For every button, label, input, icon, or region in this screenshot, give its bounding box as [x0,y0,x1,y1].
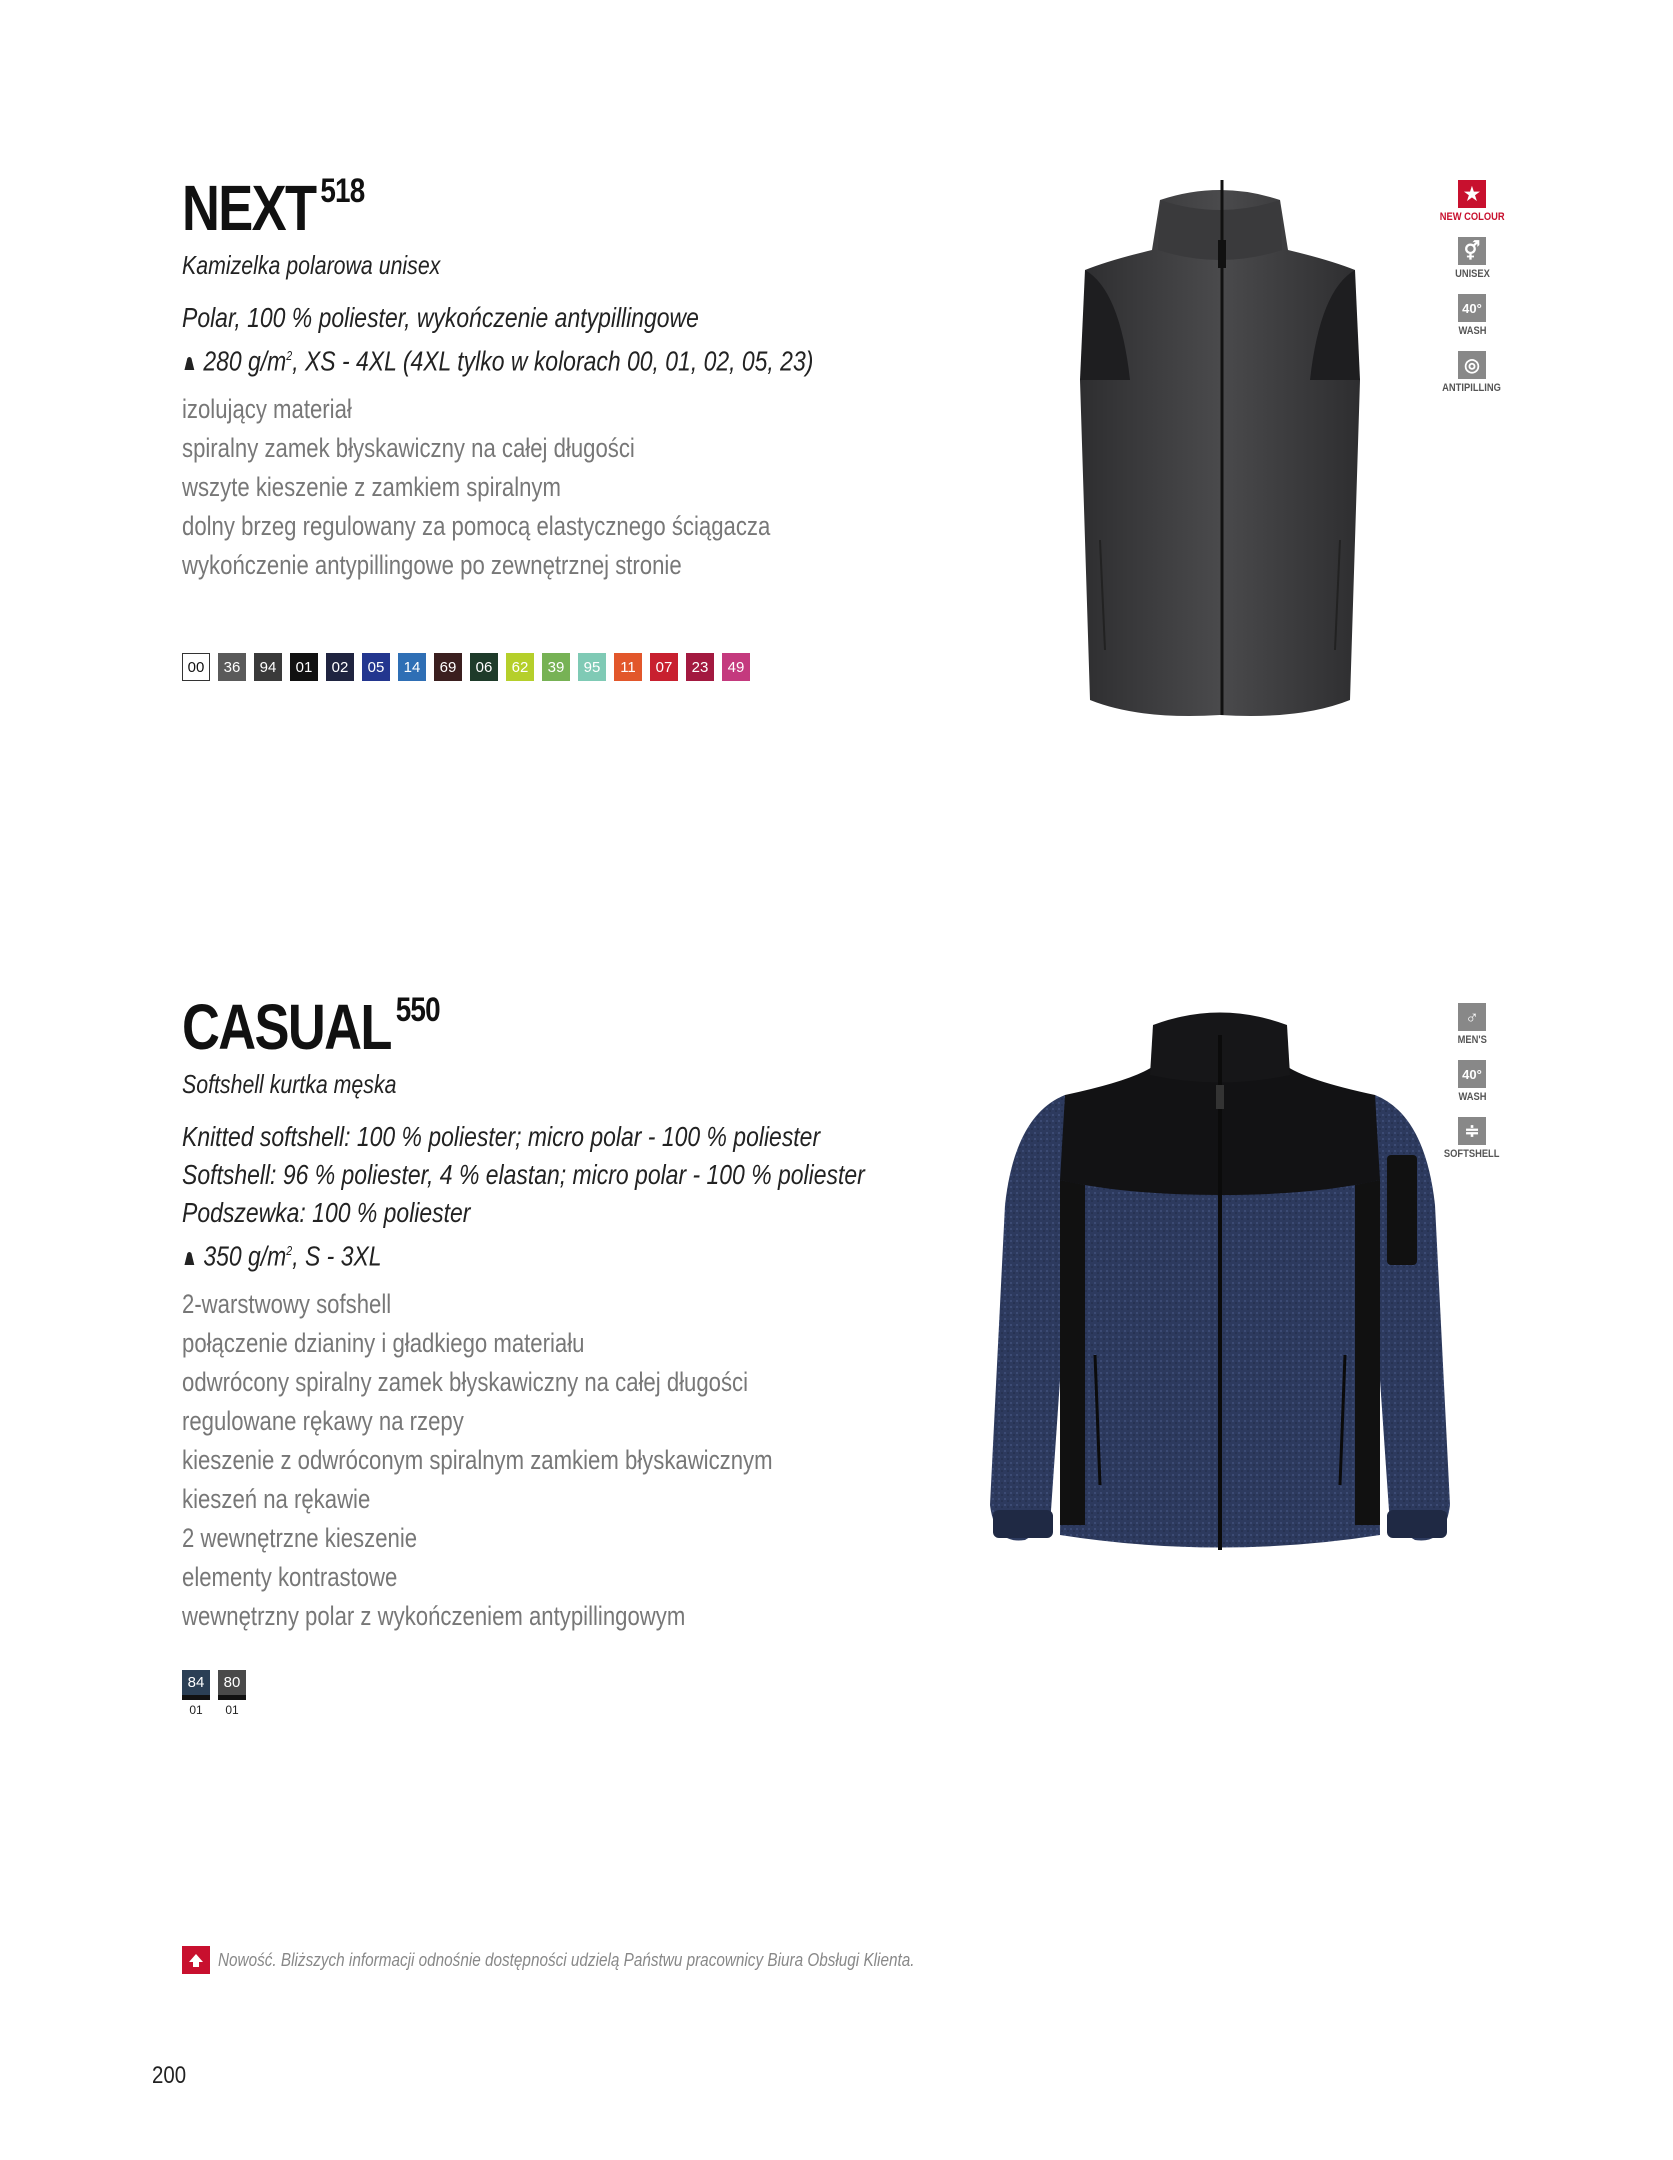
feature-icons [1432,180,1512,408]
color-swatch-39: 39 [542,653,570,681]
antipillingicon-group [1437,351,1506,394]
color-swatch-36: 36 [218,653,246,681]
icon-label: WASH [1457,325,1487,337]
weight-icon [182,1250,197,1266]
color-swatch-06: 06 [470,653,498,681]
feature-list [182,1285,1015,1636]
weight-icon [182,355,197,371]
color-swatch-95: 95 [578,653,606,681]
vest-image [1060,180,1380,720]
antipilling-icon: ◎ [1458,351,1486,379]
footnote [182,1946,1037,1974]
wash-icon: 40° [1458,294,1486,322]
feature-item: 2-warstwowy sofshell [182,1289,392,1320]
feature-item: izolujący materiał [182,394,352,425]
product-number: 550 [395,991,440,1029]
feature-list [182,390,952,585]
unisex-icon: ⚥ [1458,237,1486,265]
softshellicon-group [1439,1117,1504,1160]
feature-item: wykończenie antypillingowe po zewnętrznej stronie [182,550,682,581]
spec-line: Polar, 100 % poliester, wykończenie antypillingowe [182,302,699,333]
weight-size-line: 280 $g/m^2$, XS - 4XL (4XL tylko w kolorach 00, 01, 02, 05, 23) [182,337,813,380]
icon-label: MEN'S [1457,1034,1487,1046]
feature-item: kieszeń na rękawie [182,1484,371,1515]
wash-icon: 40° [1458,1060,1486,1088]
feature-item: wszyte kieszenie z zamkiem spiralnym [182,472,561,503]
icon-label: NEW COLOUR [1439,211,1505,223]
feature-item: kieszenie z odwróconym spiralnym zamkiem błyskawicznym [182,1445,773,1476]
swatch-code: 80 [218,1670,246,1700]
unisexicon-group [1452,237,1493,280]
color-swatch-80 [218,1670,246,1717]
color-swatch-23: 23 [686,653,714,681]
icon-label: WASH [1457,1091,1487,1103]
spec-line: Knitted softshell: 100 % poliester; micro polar - 100 % poliester [182,1121,821,1152]
color-swatch-49: 49 [722,653,750,681]
product-title [182,172,813,244]
product-number: 518 [320,172,365,210]
color-swatch-07: 07 [650,653,678,681]
feature-item: regulowane rękawy na rzepy [182,1406,464,1437]
product-subtitle: Kamizelka polarowa unisex [182,250,441,280]
new-colour-icon [182,1946,210,1974]
color-swatches [182,1670,246,1717]
product-name: CASUAL [182,991,391,1063]
feature-item: połączenie dzianiny i gładkiego materiału [182,1328,585,1359]
icon-label: ANTIPILLING [1442,382,1502,394]
color-swatch-11: 11 [614,653,642,681]
feature-item: elementy kontrastowe [182,1562,398,1593]
icon-label: UNISEX [1454,268,1490,280]
jacket-image [985,1005,1455,1560]
product-title [182,991,865,1063]
men-s-icon: ♂ [1458,1003,1486,1031]
swatch-secondary-code: 01 [189,1703,203,1717]
icon-label: SOFTSHELL [1444,1148,1500,1160]
color-swatch-14: 14 [398,653,426,681]
swatch-secondary-code: 01 [225,1703,239,1717]
color-swatch-01: 01 [290,653,318,681]
spec-line: Softshell: 96 % poliester, 4 % elastan; micro polar - 100 % poliester [182,1159,865,1190]
feature-item: spiralny zamek błyskawiczny na całej długości [182,433,635,464]
color-swatch-84 [182,1670,210,1717]
feature-item: odwrócony spiralny zamek błyskawiczny na całej długości [182,1367,749,1398]
feature-item: dolny brzeg regulowany za pomocą elastycznego ściągacza [182,511,771,542]
color-swatch-94: 94 [254,653,282,681]
weight-size-line: 350 $g/m^2$, S - 3XL [182,1232,865,1275]
color-swatch-00: 00 [182,653,210,681]
product-casual [182,991,1015,1636]
new-colouricon-group [1434,180,1510,223]
color-swatches [182,653,750,681]
feature-item: 2 wewnętrzne kieszenie [182,1523,418,1554]
product-next [182,172,952,585]
washicon-group [1456,1060,1489,1103]
color-swatch-02: 02 [326,653,354,681]
swatch-code: 84 [182,1670,210,1700]
footnote-text: Nowość. Bliższych informacji odnośnie dostępności udzielą Państwu pracownicy Biura Obsługi Klienta. [218,1949,915,1970]
new-colour-icon: ★ [1458,180,1486,208]
color-swatch-05: 05 [362,653,390,681]
men-sicon-group [1455,1003,1489,1046]
feature-icons [1432,1003,1512,1174]
product-name: NEXT [182,172,316,244]
page-number: 200 [152,2062,187,2089]
softshell-icon: ≑ [1458,1117,1486,1145]
color-swatch-69: 69 [434,653,462,681]
color-swatch-62: 62 [506,653,534,681]
product-subtitle: Softshell kurtka męska [182,1069,397,1099]
washicon-group [1456,294,1489,337]
spec-line: Podszewka: 100 % poliester [182,1197,471,1228]
feature-item: wewnętrzny polar z wykończeniem antypillingowym [182,1601,686,1632]
